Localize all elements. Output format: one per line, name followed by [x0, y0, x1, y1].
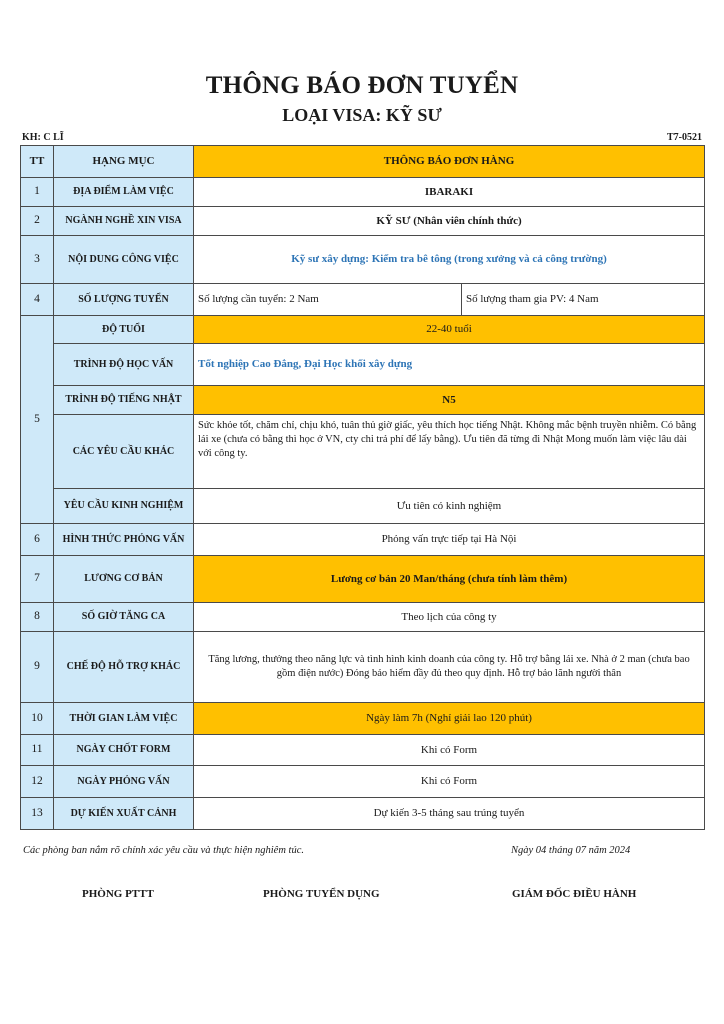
row-number: 7	[21, 556, 54, 603]
job-description-value: Kỹ sư xây dựng: Kiểm tra bê tông (trong xưởng và cả công trường)	[194, 236, 705, 284]
header-category: HẠNG MỤC	[54, 146, 194, 178]
table-row	[21, 207, 705, 236]
row-category: DỰ KIẾN XUẤT CẢNH	[54, 798, 194, 830]
signature-recruitment: PHÒNG TUYỂN DỤNG	[263, 888, 380, 900]
table-row	[21, 284, 705, 316]
row-category: CHẾ ĐỘ HỖ TRỢ KHÁC	[54, 632, 194, 703]
interview-form-value: Phỏng vấn trực tiếp tại Hà Nội	[194, 524, 705, 556]
row-category: ĐỊA ĐIỂM LÀM VIỆC	[54, 178, 194, 207]
table-row	[21, 735, 705, 766]
table-row	[21, 236, 705, 284]
document-title: THÔNG BÁO ĐƠN TUYỂN	[205, 72, 519, 99]
row-category: NGÀY CHỐT FORM	[54, 735, 194, 766]
form-deadline-value: Khi có Form	[194, 735, 705, 766]
row-number: 10	[21, 703, 54, 735]
table-row	[21, 344, 705, 386]
row-number: 5	[21, 316, 54, 524]
benefits-value: Tăng lương, thưởng theo năng lực và tình hình kinh doanh của công ty. Hỗ trợ bằng lái xe. Nhà ở 2 man (chưa bao gồm điện nước) Đóng bảo hiểm đầy đủ theo quy định. Hỗ trợ bảo lãnh người thân	[194, 632, 705, 703]
row-category: YÊU CẦU KINH NGHIỆM	[54, 489, 194, 524]
row-number: 4	[21, 284, 54, 316]
customer-label: KH: C LĨ	[22, 132, 64, 143]
table-row	[21, 603, 705, 632]
other-requirements-value: Sức khỏe tốt, chăm chỉ, chịu khó, tuân thủ giờ giấc, yêu thích học tiếng Nhật. Không mắc bệnh truyền nhiễm. Có bằng lái xe (chưa có bằng thì học ở VN, cty chi trả phí để lấy bằng). Ưu tiên đã từng đi Nhật Mong muốn làm việc lâu dài với công ty.	[194, 415, 705, 489]
footer-note: Các phòng ban nắm rõ chính xác yêu cầu và thực hiện nghiêm túc.	[23, 845, 304, 856]
visa-type-subtitle: LOẠI VISA: KỸ SƯ	[282, 105, 442, 125]
signature-pttt: PHÒNG PTTT	[82, 888, 154, 900]
table-row	[21, 178, 705, 207]
row-number: 1	[21, 178, 54, 207]
visa-occupation-value: KỸ SƯ (Nhân viên chính thức)	[194, 207, 705, 236]
experience-value: Ưu tiên có kinh nghiệm	[194, 489, 705, 524]
row-category: SỐ GIỜ TĂNG CA	[54, 603, 194, 632]
work-location-value: IBARAKI	[194, 178, 705, 207]
table-row	[21, 415, 705, 489]
table-row	[21, 386, 705, 415]
header-tt: TT	[21, 146, 54, 178]
interview-date-value: Khi có Form	[194, 766, 705, 798]
header-content: THÔNG BÁO ĐƠN HÀNG	[194, 146, 705, 178]
base-salary-value: Lương cơ bản 20 Man/tháng (chưa tính làm thêm)	[194, 556, 705, 603]
overtime-value: Theo lịch của công ty	[194, 603, 705, 632]
row-number: 8	[21, 603, 54, 632]
order-table	[20, 145, 705, 830]
table-row	[21, 556, 705, 603]
issue-date: Ngày 04 tháng 07 năm 2024	[511, 845, 631, 856]
row-category: TRÌNH ĐỘ TIẾNG NHẬT	[54, 386, 194, 415]
row-category: NGÀNH NGHỀ XIN VISA	[54, 207, 194, 236]
table-row	[21, 703, 705, 735]
row-number: 9	[21, 632, 54, 703]
japanese-level-value: N5	[194, 386, 705, 415]
recruit-quantity-value: Số lượng cần tuyển: 2 Nam	[194, 284, 462, 316]
signature-director: GIÁM ĐỐC ĐIỀU HÀNH	[512, 888, 637, 900]
table-row	[21, 524, 705, 556]
interview-quantity-value: Số lượng tham gia PV: 4 Nam	[462, 284, 705, 316]
table-row	[21, 489, 705, 524]
row-category: ĐỘ TUỔI	[54, 316, 194, 344]
table-header-row	[21, 146, 705, 178]
order-code: T7-0521	[667, 132, 702, 143]
row-category: NỘI DUNG CÔNG VIỆC	[54, 236, 194, 284]
age-value: 22-40 tuổi	[194, 316, 705, 344]
row-number: 13	[21, 798, 54, 830]
table-row	[21, 632, 705, 703]
row-number: 6	[21, 524, 54, 556]
row-category: HÌNH THỨC PHỎNG VẤN	[54, 524, 194, 556]
row-number: 11	[21, 735, 54, 766]
departure-value: Dự kiến 3-5 tháng sau trúng tuyển	[194, 798, 705, 830]
education-value: Tốt nghiệp Cao Đẳng, Đại Học khối xây dựng	[194, 344, 705, 386]
row-category: SỐ LƯỢNG TUYỂN	[54, 284, 194, 316]
row-category: THỜI GIAN LÀM VIỆC	[54, 703, 194, 735]
row-category: LƯƠNG CƠ BẢN	[54, 556, 194, 603]
table-row	[21, 316, 705, 344]
working-time-value: Ngày làm 7h (Nghỉ giải lao 120 phút)	[194, 703, 705, 735]
table-row	[21, 798, 705, 830]
row-category: NGÀY PHỎNG VẤN	[54, 766, 194, 798]
table-row	[21, 766, 705, 798]
row-number: 12	[21, 766, 54, 798]
row-number: 3	[21, 236, 54, 284]
row-category: CÁC YÊU CẦU KHÁC	[54, 415, 194, 489]
row-category: TRÌNH ĐỘ HỌC VẤN	[54, 344, 194, 386]
row-number: 2	[21, 207, 54, 236]
